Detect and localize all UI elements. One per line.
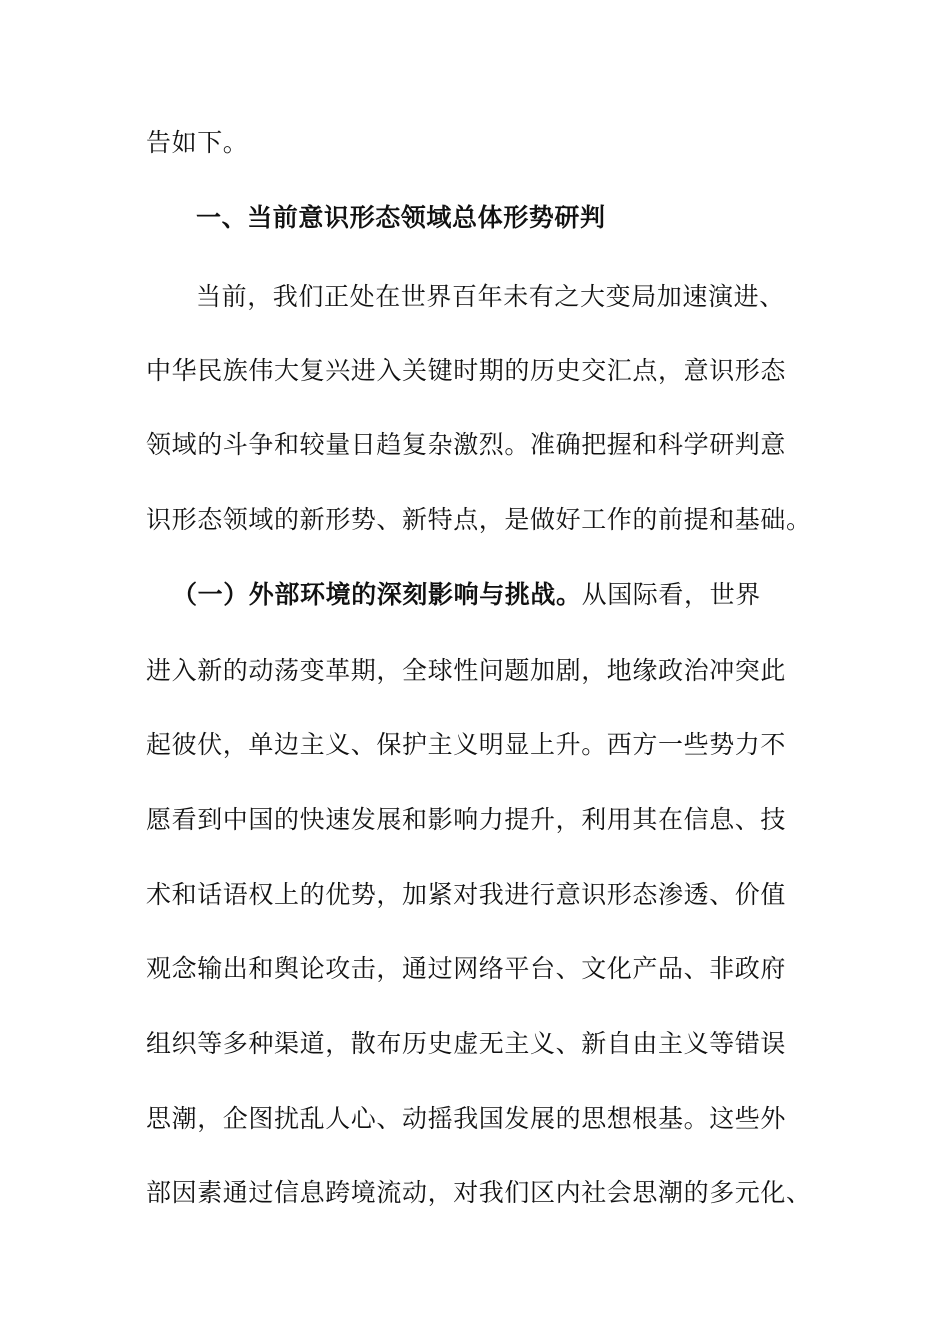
paragraph-text: 从国际看，世界 xyxy=(581,580,761,609)
paragraph-line: 愿看到中国的快速发展和影响力提升，利用其在信息、技 xyxy=(146,805,787,834)
paragraph-line: 思潮，企图扰乱人心、动摇我国发展的思想根基。这些外 xyxy=(146,1104,787,1133)
paragraph-line: 当前，我们正处在世界百年未有之大变局加速演进、 xyxy=(196,282,785,311)
paragraph-line: 识形态领域的新形势、新特点，是做好工作的前提和基础。 xyxy=(146,505,812,534)
section-heading: 一、当前意识形态领域总体形势研判 xyxy=(196,203,606,232)
paragraph-line: 起彼伏，单边主义、保护主义明显上升。西方一些势力不 xyxy=(146,730,787,759)
paragraph-line: 术和话语权上的优势，加紧对我进行意识形态渗透、价值 xyxy=(146,880,787,909)
paragraph-line: 组织等多种渠道，散布历史虚无主义、新自由主义等错误 xyxy=(146,1029,787,1058)
paragraph-line: 领域的斗争和较量日趋复杂激烈。准确把握和科学研判意 xyxy=(146,430,787,459)
paragraph-line: 进入新的动荡变革期，全球性问题加剧，地缘政治冲突此 xyxy=(146,656,787,685)
subsection-line xyxy=(172,578,761,612)
paragraph-line: 观念输出和舆论攻击，通过网络平台、文化产品、非政府 xyxy=(146,954,787,983)
paragraph-line: 中华民族伟大复兴进入关键时期的历史交汇点，意识形态 xyxy=(146,356,787,385)
subsection-heading: （一）外部环境的深刻影响与挑战。 xyxy=(172,580,582,609)
paragraph-line: 部因素通过信息跨境流动，对我们区内社会思潮的多元化、 xyxy=(146,1178,812,1207)
paragraph-line: 告如下。 xyxy=(146,128,249,157)
